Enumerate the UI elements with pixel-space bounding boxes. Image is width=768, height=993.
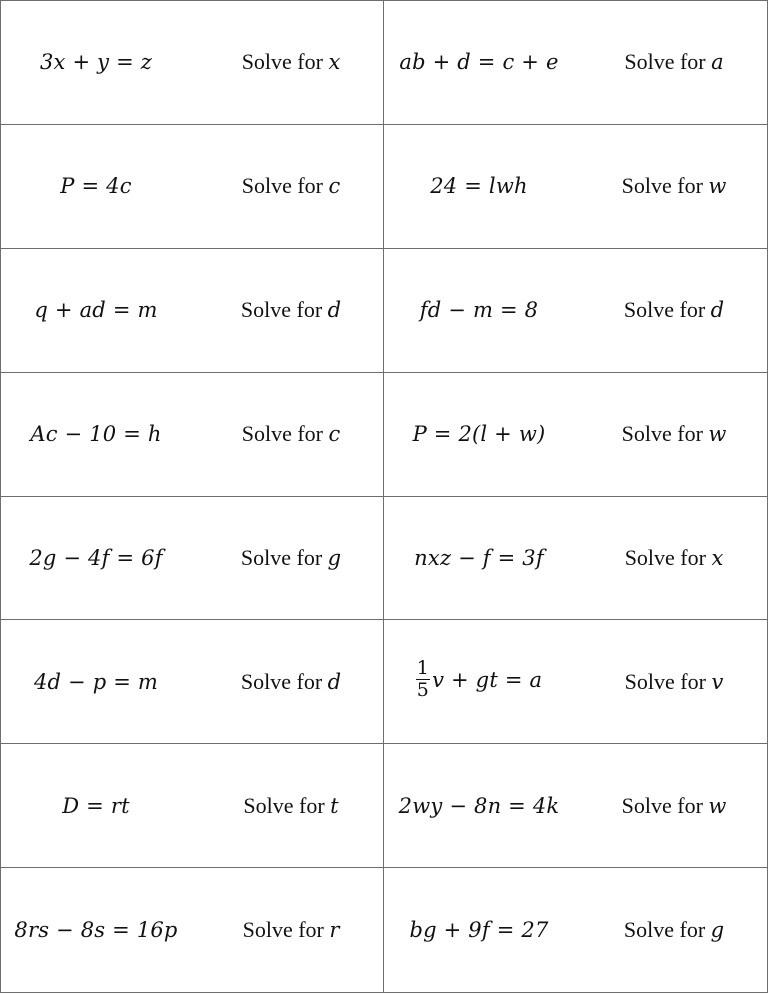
target-variable: c — [328, 174, 341, 199]
target-variable: v — [711, 669, 724, 694]
equation-card — [1, 125, 384, 249]
solve-prompt: Solve for w — [621, 421, 727, 447]
target-variable: t — [330, 793, 339, 818]
equation-card — [384, 373, 767, 497]
equation-text: 8rs − 8s = 16p — [14, 918, 178, 943]
equation-card — [1, 497, 384, 621]
equation-text: Ac − 10 = h — [30, 422, 162, 447]
equation-text: q + ad = m — [34, 298, 158, 323]
solve-prompt: Solve for x — [624, 544, 724, 570]
equation-card — [1, 249, 384, 373]
equation-card — [1, 1, 384, 125]
solve-prompt: Solve for a — [624, 49, 724, 75]
target-variable: g — [327, 545, 342, 570]
target-variable: w — [708, 793, 727, 818]
equation-text: 24 = lwh — [430, 174, 528, 199]
solve-prompt: Solve for r — [242, 917, 340, 943]
solve-prompt: Solve for v — [624, 668, 724, 694]
equation-text: bg + 9f = 27 — [409, 918, 549, 943]
equation-text: 2wy − 8n = 4k — [398, 793, 560, 818]
equation-text: v + gt = a — [432, 668, 543, 693]
equation-card — [384, 497, 767, 621]
equation-card — [384, 1, 767, 125]
solve-prompt: Solve for c — [241, 421, 341, 447]
target-variable: a — [711, 50, 724, 75]
target-variable: d — [327, 298, 342, 323]
equation-text: fd − m = 8 — [419, 298, 539, 323]
equation-card — [1, 744, 384, 868]
equation-card — [384, 744, 767, 868]
solve-prompt: Solve for g — [240, 544, 342, 570]
equation-text: nxz − f = 3f — [414, 545, 544, 570]
equation-text: ab + d = c + e — [399, 50, 559, 75]
target-variable: x — [711, 545, 724, 570]
solve-prompt: Solve for d — [240, 297, 342, 323]
equation-text: 4d − p = m — [33, 669, 159, 694]
target-variable: g — [710, 918, 725, 943]
fraction — [416, 658, 430, 701]
solve-prompt: Solve for g — [623, 917, 725, 943]
equation-card — [384, 620, 767, 744]
equation-card — [384, 249, 767, 373]
equation-text: D = rt — [62, 793, 130, 818]
solve-prompt: Solve for t — [243, 792, 339, 818]
solve-prompt: Solve for w — [621, 792, 727, 818]
solve-prompt: Solve for x — [241, 49, 341, 75]
solve-prompt: Solve for w — [621, 173, 727, 199]
solve-prompt: Solve for d — [240, 668, 342, 694]
equation-card — [384, 125, 767, 249]
solve-prompt: Solve for c — [241, 173, 341, 199]
equation-card — [1, 868, 384, 992]
equation-card — [1, 620, 384, 744]
target-variable: w — [708, 174, 727, 199]
target-variable: w — [708, 422, 727, 447]
equation-with-fraction — [384, 657, 574, 703]
target-variable: d — [327, 669, 342, 694]
solve-prompt: Solve for d — [623, 297, 725, 323]
equation-text: 3x + y = z — [39, 50, 153, 75]
equation-text: 2g − 4f = 6f — [29, 545, 163, 570]
fraction-denominator: 5 — [416, 679, 430, 702]
equation-card — [384, 868, 767, 992]
target-variable: c — [328, 422, 341, 447]
equation-text: P = 2(l + w) — [412, 422, 546, 447]
fraction-numerator: 1 — [416, 657, 430, 680]
equation-card — [1, 373, 384, 497]
target-variable: d — [710, 298, 725, 323]
target-variable: x — [328, 50, 341, 75]
target-variable: r — [329, 918, 340, 943]
equation-text: P = 4c — [60, 174, 132, 199]
